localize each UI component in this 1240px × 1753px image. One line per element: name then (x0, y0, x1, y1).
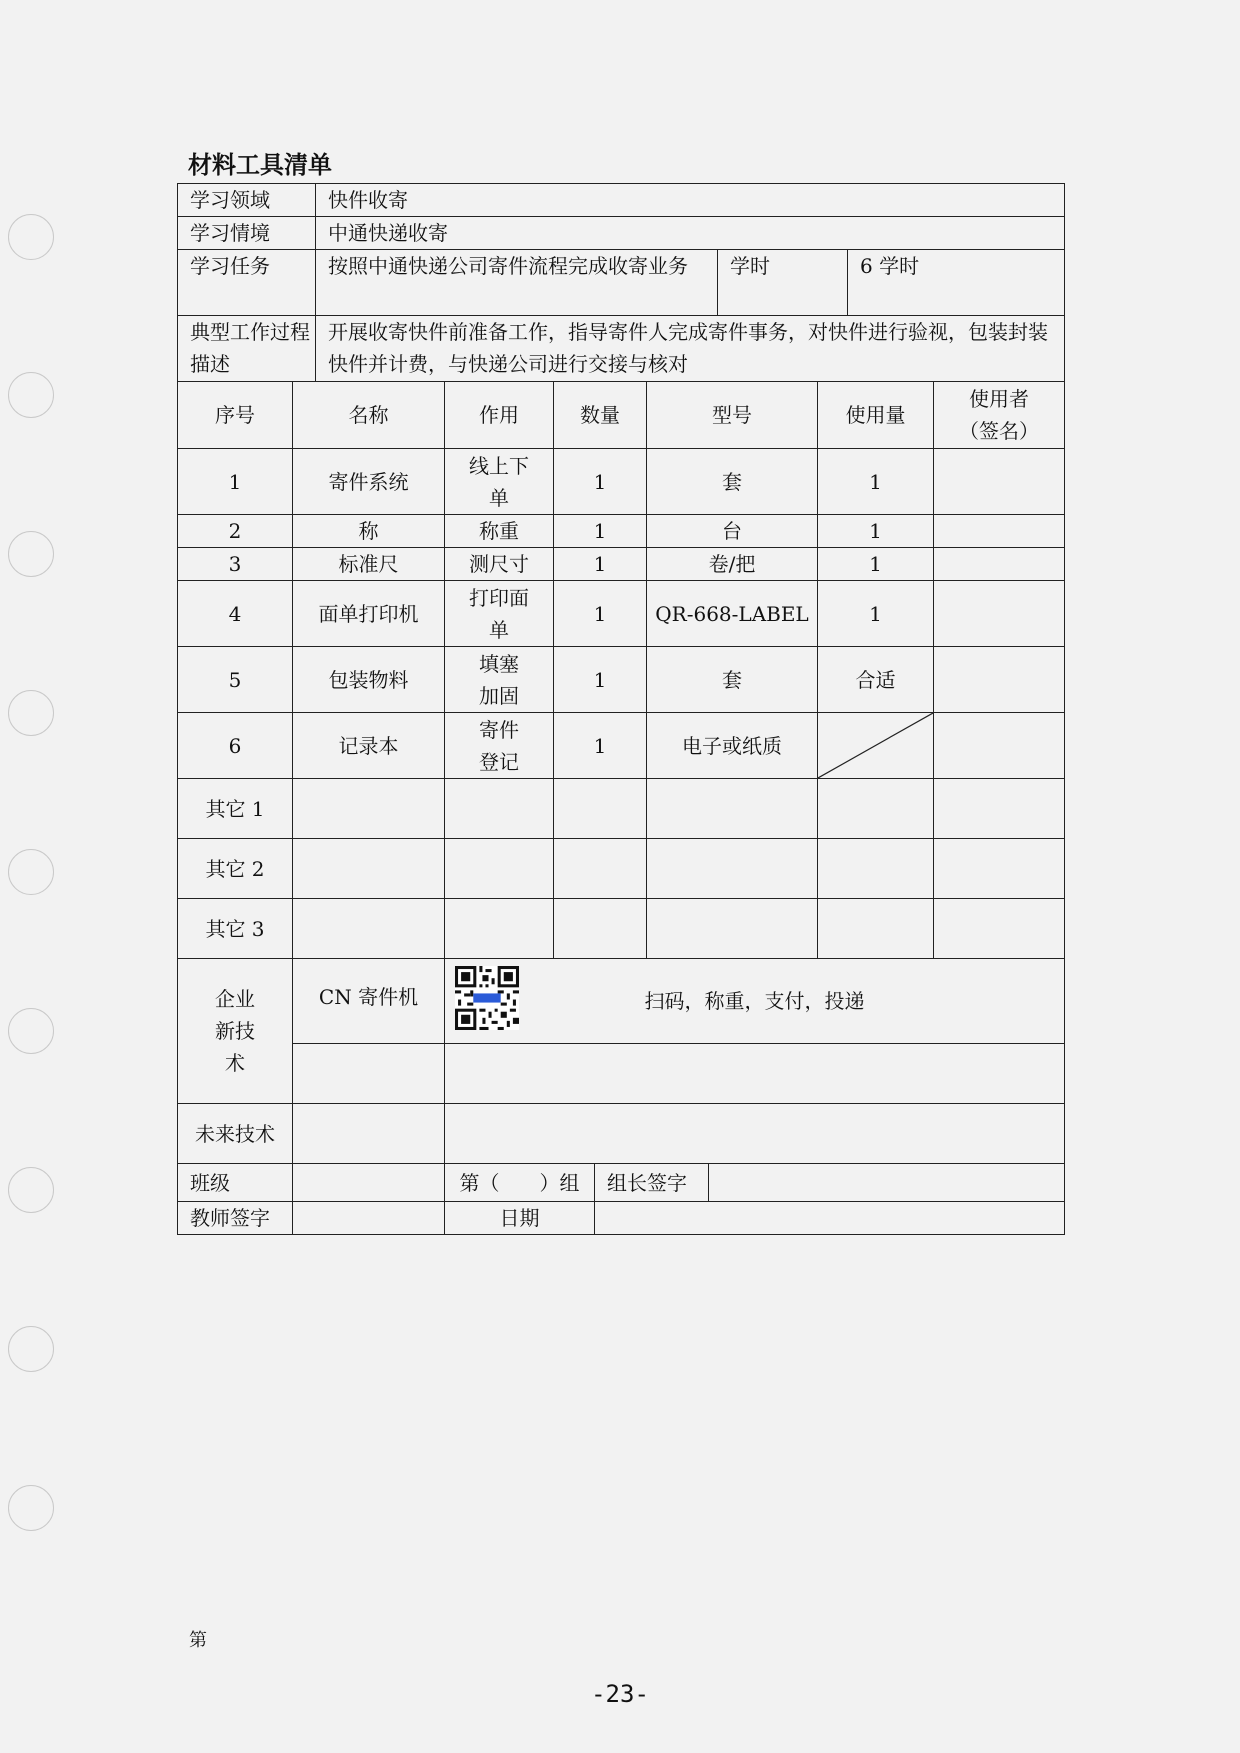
hours-value: 6 学时 (848, 250, 1065, 316)
row-name: 寄件系统 (293, 449, 445, 515)
row-qty: 1 (554, 713, 647, 779)
other-cell[interactable] (647, 839, 818, 899)
qr-code-icon (455, 966, 519, 1030)
group-label: 第（ ）组 (445, 1164, 595, 1202)
table-row (178, 449, 1065, 515)
col-header: 使用者（签名） (934, 382, 1065, 449)
enterprise-extra-cell[interactable] (293, 1044, 445, 1104)
row-signature[interactable] (934, 449, 1065, 515)
enterprise-item: CN 寄件机 (293, 959, 445, 1044)
col-header: 名称 (293, 382, 445, 449)
row-qty: 1 (554, 515, 647, 548)
materials-table (177, 381, 1065, 959)
row-signature[interactable] (934, 713, 1065, 779)
row-qty: 1 (554, 548, 647, 581)
other-cell[interactable] (647, 899, 818, 959)
row-use: 测尺寸 (445, 548, 554, 581)
binder-hole (8, 1008, 54, 1054)
future-label: 未来技术 (178, 1104, 293, 1164)
binder-hole (8, 1485, 54, 1531)
bottom-table (177, 958, 1065, 1235)
enterprise-desc-cell (445, 959, 1065, 1044)
page-number: -23- (591, 1680, 649, 1708)
other-row (178, 899, 1065, 959)
col-header: 数量 (554, 382, 647, 449)
other-cell[interactable] (293, 899, 445, 959)
enterprise-extra-desc[interactable] (445, 1044, 1065, 1104)
teacher-label: 教师签字 (178, 1202, 293, 1235)
date-value[interactable] (595, 1202, 1065, 1235)
row-model: 台 (647, 515, 818, 548)
table-header-row (178, 382, 1065, 449)
row-no: 6 (178, 713, 293, 779)
table-row (178, 515, 1065, 548)
row-qty: 1 (554, 449, 647, 515)
other-label: 其它 3 (178, 899, 293, 959)
leader-signature[interactable] (709, 1164, 1065, 1202)
domain-value: 快件收寄 (316, 184, 1065, 217)
row-no: 1 (178, 449, 293, 515)
other-cell[interactable] (554, 779, 647, 839)
row-use: 打印面单 (445, 581, 554, 647)
row-amount: 1 (818, 548, 934, 581)
situation-label: 学习情境 (178, 217, 316, 250)
row-signature[interactable] (934, 581, 1065, 647)
other-cell[interactable] (818, 779, 934, 839)
row-amount: 合适 (818, 647, 934, 713)
row-model: 电子或纸质 (647, 713, 818, 779)
binder-hole (8, 214, 54, 260)
process-label: 典型工作过程描述 (178, 316, 316, 382)
other-cell[interactable] (445, 839, 554, 899)
footer-text: 第 (189, 1630, 207, 1651)
teacher-signature[interactable] (293, 1202, 445, 1235)
row-amount: 1 (818, 449, 934, 515)
row-model: 套 (647, 449, 818, 515)
domain-label: 学习领域 (178, 184, 316, 217)
future-cell[interactable] (293, 1104, 445, 1164)
task-value: 按照中通快递公司寄件流程完成收寄业务 (316, 250, 718, 316)
table-row (178, 647, 1065, 713)
row-qty: 1 (554, 581, 647, 647)
row-no: 4 (178, 581, 293, 647)
other-cell[interactable] (293, 779, 445, 839)
row-name: 包装物料 (293, 647, 445, 713)
row-use: 线上下单 (445, 449, 554, 515)
binder-hole (8, 1326, 54, 1372)
other-cell[interactable] (934, 899, 1065, 959)
binder-hole (8, 1167, 54, 1213)
other-cell[interactable] (818, 839, 934, 899)
other-cell[interactable] (445, 899, 554, 959)
col-header: 序号 (178, 382, 293, 449)
row-signature[interactable] (934, 548, 1065, 581)
enterprise-label: 企业新技术 (178, 959, 293, 1104)
other-cell[interactable] (554, 899, 647, 959)
row-name: 标准尺 (293, 548, 445, 581)
table-row (178, 713, 1065, 779)
binder-hole (8, 690, 54, 736)
col-header: 使用量 (818, 382, 934, 449)
row-model: 卷/把 (647, 548, 818, 581)
col-header: 型号 (647, 382, 818, 449)
process-value: 开展收寄快件前准备工作，指导寄件人完成寄件事务，对快件进行验视，包装封装快件并计费，与快递公司进行交接与核对 (316, 316, 1065, 382)
diagonal-line (818, 713, 933, 778)
class-value[interactable] (293, 1164, 445, 1202)
info-table (177, 183, 1065, 382)
other-label: 其它 2 (178, 839, 293, 899)
table-row (178, 581, 1065, 647)
other-cell[interactable] (647, 779, 818, 839)
row-name: 称 (293, 515, 445, 548)
other-cell[interactable] (554, 839, 647, 899)
other-cell[interactable] (445, 779, 554, 839)
date-label: 日期 (445, 1202, 595, 1235)
row-no: 5 (178, 647, 293, 713)
row-amount: 1 (818, 515, 934, 548)
diagonal-cell (818, 713, 934, 779)
enterprise-desc: 扫码，称重，支付，投递 (644, 989, 865, 1013)
other-cell[interactable] (934, 779, 1065, 839)
situation-value: 中通快递收寄 (316, 217, 1065, 250)
row-amount: 1 (818, 581, 934, 647)
page-title: 材料工具清单 (188, 151, 332, 179)
col-header: 作用 (445, 382, 554, 449)
future-desc[interactable] (445, 1104, 1065, 1164)
hours-label: 学时 (718, 250, 848, 316)
row-use: 称重 (445, 515, 554, 548)
other-row (178, 779, 1065, 839)
other-cell[interactable] (818, 899, 934, 959)
row-qty: 1 (554, 647, 647, 713)
row-model: 套 (647, 647, 818, 713)
row-use: 填塞加固 (445, 647, 554, 713)
task-label: 学习任务 (178, 250, 316, 316)
row-model: QR-668-LABEL (647, 581, 818, 647)
row-name: 面单打印机 (293, 581, 445, 647)
class-label: 班级 (178, 1164, 293, 1202)
binder-hole (8, 372, 54, 418)
row-no: 2 (178, 515, 293, 548)
row-name: 记录本 (293, 713, 445, 779)
row-use: 寄件登记 (445, 713, 554, 779)
binder-hole (8, 849, 54, 895)
row-signature[interactable] (934, 647, 1065, 713)
row-no: 3 (178, 548, 293, 581)
binder-hole (8, 531, 54, 577)
other-cell[interactable] (293, 839, 445, 899)
row-signature[interactable] (934, 515, 1065, 548)
leader-label: 组长签字 (595, 1164, 709, 1202)
other-row (178, 839, 1065, 899)
other-label: 其它 1 (178, 779, 293, 839)
other-cell[interactable] (934, 839, 1065, 899)
table-row (178, 548, 1065, 581)
